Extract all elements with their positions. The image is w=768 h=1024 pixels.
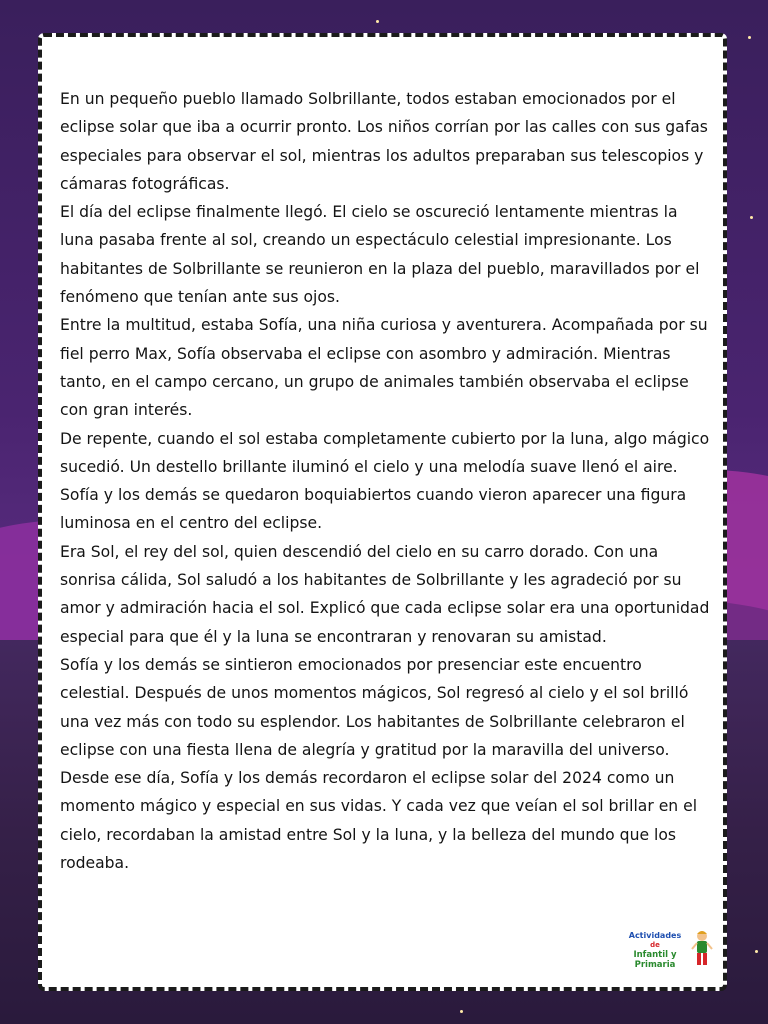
- story-card: [38, 33, 727, 991]
- kid-mascot-icon: [691, 929, 713, 969]
- star-icon: [460, 1010, 463, 1013]
- logo-text: Infantil y Primaria: [633, 950, 677, 970]
- story-paragraph: Desde ese día, Sofía y los demás recordaron el eclipse solar del 2024 como un momento mágico y especial en sus vidas. Y cada vez que veían el sol brillar en el cielo, recordaban la amistad entre Sol y la luna, y la belleza del mundo que los rodeaba.: [60, 769, 698, 873]
- story-paragraph: Entre la multitud, estaba Sofía, una niña curiosa y aventurera. Acompañada por su fiel perro Max, Sofía observaba el eclipse con asombro y admiración. Mientras tanto, en el campo cercano, un grupo de animales también observaba el eclipse con gran interés.: [60, 316, 708, 420]
- story-text: [60, 85, 715, 877]
- logo-text: Actividades: [628, 931, 682, 940]
- story-paragraph: Sofía y los demás se sintieron emocionados por presenciar este encuentro celestial. Después de unos momentos mágicos, Sol regresó al cielo y el sol brilló una vez más con todo su esplendor. Los habitantes de Solbrillante celebraron el eclipse con una fiesta llena de alegría y gratitud por la maravilla del universo.: [60, 655, 689, 759]
- star-icon: [755, 950, 758, 953]
- story-paragraph: Era Sol, el rey del sol, quien descendió del cielo en su carro dorado. Con una sonrisa cálida, Sol saludó a los habitantes de Solbrillante y les agradeció por su amor y admiración hacia el sol. Explicó que cada eclipse solar era una oportunidad especial para que él y la luna se encontraran y renovaran su amistad.: [60, 542, 710, 646]
- story-paragraph: En un pequeño pueblo llamado Solbrillante, todos estaban emocionados por el eclipse solar que iba a ocurrir pronto. Los niños corrían por las calles con sus gafas especiales para observar el sol, mientras los adultos preparaban sus telescopios y cámaras fotográficas.: [60, 90, 708, 193]
- star-icon: [750, 216, 753, 219]
- star-icon: [748, 36, 751, 39]
- brand-logo: [615, 929, 715, 975]
- story-paragraph: El día del eclipse finalmente llegó. El cielo se oscureció lentamente mientras la luna pasaba frente al sol, creando un espectáculo celestial impresionante. Los habitantes de Solbrillante se reunieron en la plaza del pueblo, maravillados por el fenómeno que tenían ante sus ojos.: [60, 203, 700, 307]
- star-icon: [376, 20, 379, 23]
- logo-text: de: [650, 941, 660, 949]
- story-paragraph: De repente, cuando el sol estaba completamente cubierto por la luna, algo mágico sucedió. Un destello brillante iluminó el cielo y una melodía suave llenó el aire. Sofía y los demás se quedaron boquiabiertos cuando vieron aparecer una figura luminosa en el centro del eclipse.: [60, 429, 710, 533]
